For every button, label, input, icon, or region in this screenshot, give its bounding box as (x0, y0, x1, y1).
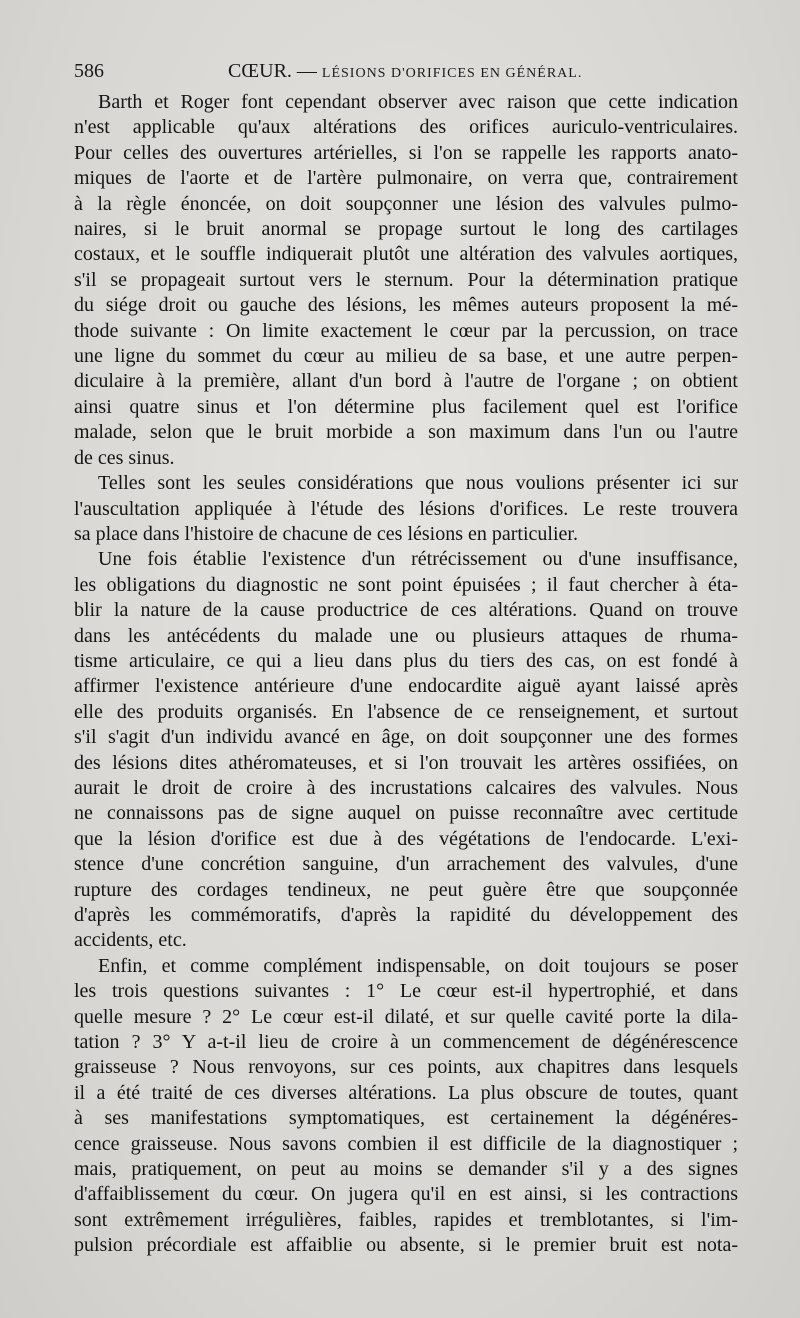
text-line: miques de l'aorte et de l'artère pulmonaire, on verra que, contrairement (74, 167, 738, 190)
text-line: s'il se propageait surtout vers le sternum. Pour la détermination pratique (74, 268, 738, 291)
text-line: naires, si le bruit anormal se propage surtout le long des cartilages (74, 218, 738, 241)
running-head (228, 60, 582, 83)
text-line: de ces sinus. (74, 446, 175, 469)
running-head-section: LÉSIONS D'ORIFICES EN GÉNÉRAL. (321, 66, 583, 81)
text-line: du siége droit ou gauche des lésions, les mêmes auteurs proposent la mé- (74, 294, 738, 317)
text-line: pulsion précordiale est affaiblie ou absente, si le premier bruit est nota- (74, 1234, 738, 1257)
text-line: à ses manifestations symptomatiques, est certainement la dégénéres- (74, 1107, 738, 1130)
text-line: ne connaissons pas de signe auquel on puisse reconnaître avec certitude (74, 802, 738, 825)
text-line: cence graisseuse. Nous savons combien il est difficile de la diagnostiquer ; (74, 1132, 738, 1155)
text-line: elle des produits organisés. En l'absence de ce renseignement, et surtout (74, 700, 738, 723)
text-line: graisseuse ? Nous renvoyons, sur ces points, aux chapitres dans lesquels (74, 1056, 738, 1079)
text-line: costaux, et le souffle indiquerait plutôt une altération des valvules aortiques, (74, 243, 738, 266)
text-line: que la lésion d'orifice est due à des végétations de l'endocarde. L'exi- (74, 827, 738, 850)
text-line: quelle mesure ? 2° Le cœur est-il dilaté, et sur quelle cavité porte la dila- (74, 1005, 738, 1028)
text-line: des lésions dites athéromateuses, et si l'on trouvait les artères ossifiées, on (74, 751, 738, 774)
text-line: les obligations du diagnostic ne sont point épuisées ; il faut chercher à éta- (74, 573, 738, 596)
text-line: les trois questions suivantes : 1° Le cœur est-il hypertrophié, et dans (74, 980, 738, 1003)
text-line: à la règle énoncée, on doit soupçonner une lésion des valvules pulmo- (74, 192, 738, 215)
paragraph (74, 954, 738, 1259)
text-line: stence d'une concrétion sanguine, d'un arrachement des valvules, d'une (74, 853, 738, 876)
text-line: mais, pratiquement, on peut au moins se demander s'il y a des signes (74, 1158, 738, 1181)
text-line: accidents, etc. (74, 929, 187, 952)
text-line: il a été traité de ces diverses altérations. La plus obscure de toutes, quant (74, 1081, 738, 1104)
text-line: blir la nature de la cause productrice de ces altérations. Quand on trouve (74, 599, 738, 622)
text-line: Une fois établie l'existence d'un rétrécissement ou d'une insuffisance, (98, 548, 738, 571)
text-line: ainsi quatre sinus et l'on détermine plus facilement quel est l'orifice (74, 395, 738, 418)
text-line: Enfin, et comme complément indispensable, on doit toujours se poser (98, 954, 738, 977)
running-head-dash: — (296, 60, 317, 82)
running-head-title: CŒUR. (228, 60, 292, 82)
text-line: Pour celles des ouvertures artérielles, si l'on se rappelle les rapports anato- (74, 141, 738, 164)
text-line: thode suivante : On limite exactement le cœur par la percussion, on trace (74, 319, 738, 342)
text-line: d'affaiblissement du cœur. On jugera qu'il en est ainsi, si les contractions (74, 1183, 738, 1206)
page-header (74, 60, 738, 86)
body-text (74, 90, 738, 1259)
text-line: malade, selon que le bruit morbide a son maximum dans l'un ou l'autre (74, 421, 738, 444)
text-line: tation ? 3° Y a-t-il lieu de croire à un commencement de dégénérescence (74, 1031, 738, 1054)
text-line: dans les antécédents du malade une ou plusieurs attaques de rhuma- (74, 624, 738, 647)
text-line: l'auscultation appliquée à l'étude des lésions d'orifices. Le reste trouvera (74, 497, 738, 520)
text-line: sont extrêmement irrégulières, faibles, rapides et tremblotantes, si l'im- (74, 1208, 738, 1231)
paragraph (74, 90, 738, 471)
text-line: Telles sont les seules considérations que nous voulions présenter ici sur (98, 472, 738, 495)
text-line: rupture des cordages tendineux, ne peut guère être que soupçonnée (74, 878, 738, 901)
paragraph (74, 547, 738, 954)
text-line: une ligne du sommet du cœur au milieu de sa base, et une autre perpen- (74, 345, 738, 368)
text-line: n'est applicable qu'aux altérations des orifices auriculo-ventriculaires. (74, 116, 738, 139)
text-line: diculaire à la première, allant d'un bord à l'autre de l'organe ; on obtient (74, 370, 738, 393)
text-line: aurait le droit de croire à des incrustations calcaires des valvules. Nous (74, 776, 738, 799)
text-line: d'après les commémoratifs, d'après la rapidité du développement des (74, 904, 738, 926)
page-number: 586 (74, 60, 104, 82)
text-line: s'il s'agit d'un individu avancé en âge, on doit soupçonner une des formes (74, 726, 738, 749)
text-line: sa place dans l'histoire de chacune de ces lésions en particulier. (74, 522, 578, 545)
text-line: affirmer l'existence antérieure d'une endocardite aiguë ayant laissé après (74, 675, 738, 698)
paragraph (74, 471, 738, 547)
text-line: Barth et Roger font cependant observer avec raison que cette indication (98, 91, 738, 113)
text-line: tisme articulaire, ce qui a lieu dans plus du tiers des cas, on est fondé à (74, 649, 738, 672)
